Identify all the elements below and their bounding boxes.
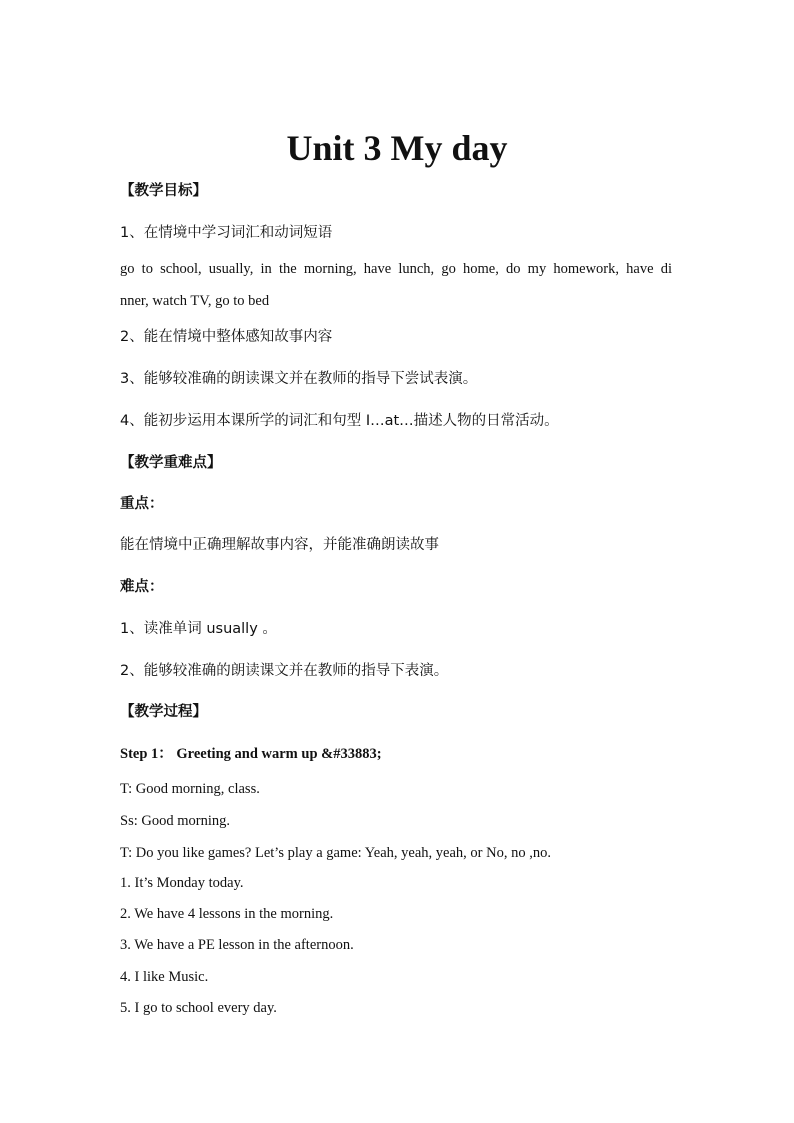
section-heading-process: 【教学过程】 <box>120 704 207 720</box>
game-sentence-2: 2. We have 4 lessons in the morning. <box>120 906 334 922</box>
difficulty-1: 1、读准单词 usually 。 <box>120 621 277 637</box>
objective-2: 2、能在情境中整体感知故事内容 <box>120 329 333 345</box>
objective-1-vocabulary-line-2: nner, watch TV, go to bed <box>120 293 270 309</box>
game-sentence-4: 4. I like Music. <box>120 969 209 985</box>
dialogue-line-3: T: Do you like games? Let’s play a game: Yeah, yeah, yeah, or No, no ,no. <box>120 845 551 861</box>
game-sentence-3: 3. We have a PE lesson in the afternoon. <box>120 937 354 953</box>
objective-4: 4、能初步运用本课所学的词汇和句型 I…at…描述人物的日常活动。 <box>120 413 559 429</box>
game-sentence-5: 5. I go to school every day. <box>120 1000 277 1016</box>
game-sentence-1: 1. It’s Monday today. <box>120 875 244 891</box>
key-point-label: 重点： <box>120 496 164 512</box>
objective-3: 3、能够较准确的朗读课文并在教师的指导下尝试表演。 <box>120 371 478 387</box>
difficulty-2: 2、能够较准确的朗读课文并在教师的指导下表演。 <box>120 663 449 679</box>
key-point-text: 能在情境中正确理解故事内容，并能准确朗读故事 <box>120 537 439 553</box>
objective-1: 1、在情境中学习词汇和动词短语 <box>120 225 333 241</box>
objective-1-vocabulary-line-1: go to school, usually, in the morning, have lunch, go home, do my homework, have di <box>120 261 672 277</box>
dialogue-line-1: T: Good morning, class. <box>120 781 260 797</box>
difficulty-label: 难点： <box>120 579 164 595</box>
dialogue-line-2: Ss: Good morning. <box>120 813 230 829</box>
section-heading-objectives: 【教学目标】 <box>120 183 207 199</box>
section-heading-key-points: 【教学重难点】 <box>120 455 222 471</box>
document-title: Unit 3 My day <box>286 128 508 168</box>
step-1-heading: Step 1： Greeting and warm up &#33883; <box>120 746 382 762</box>
